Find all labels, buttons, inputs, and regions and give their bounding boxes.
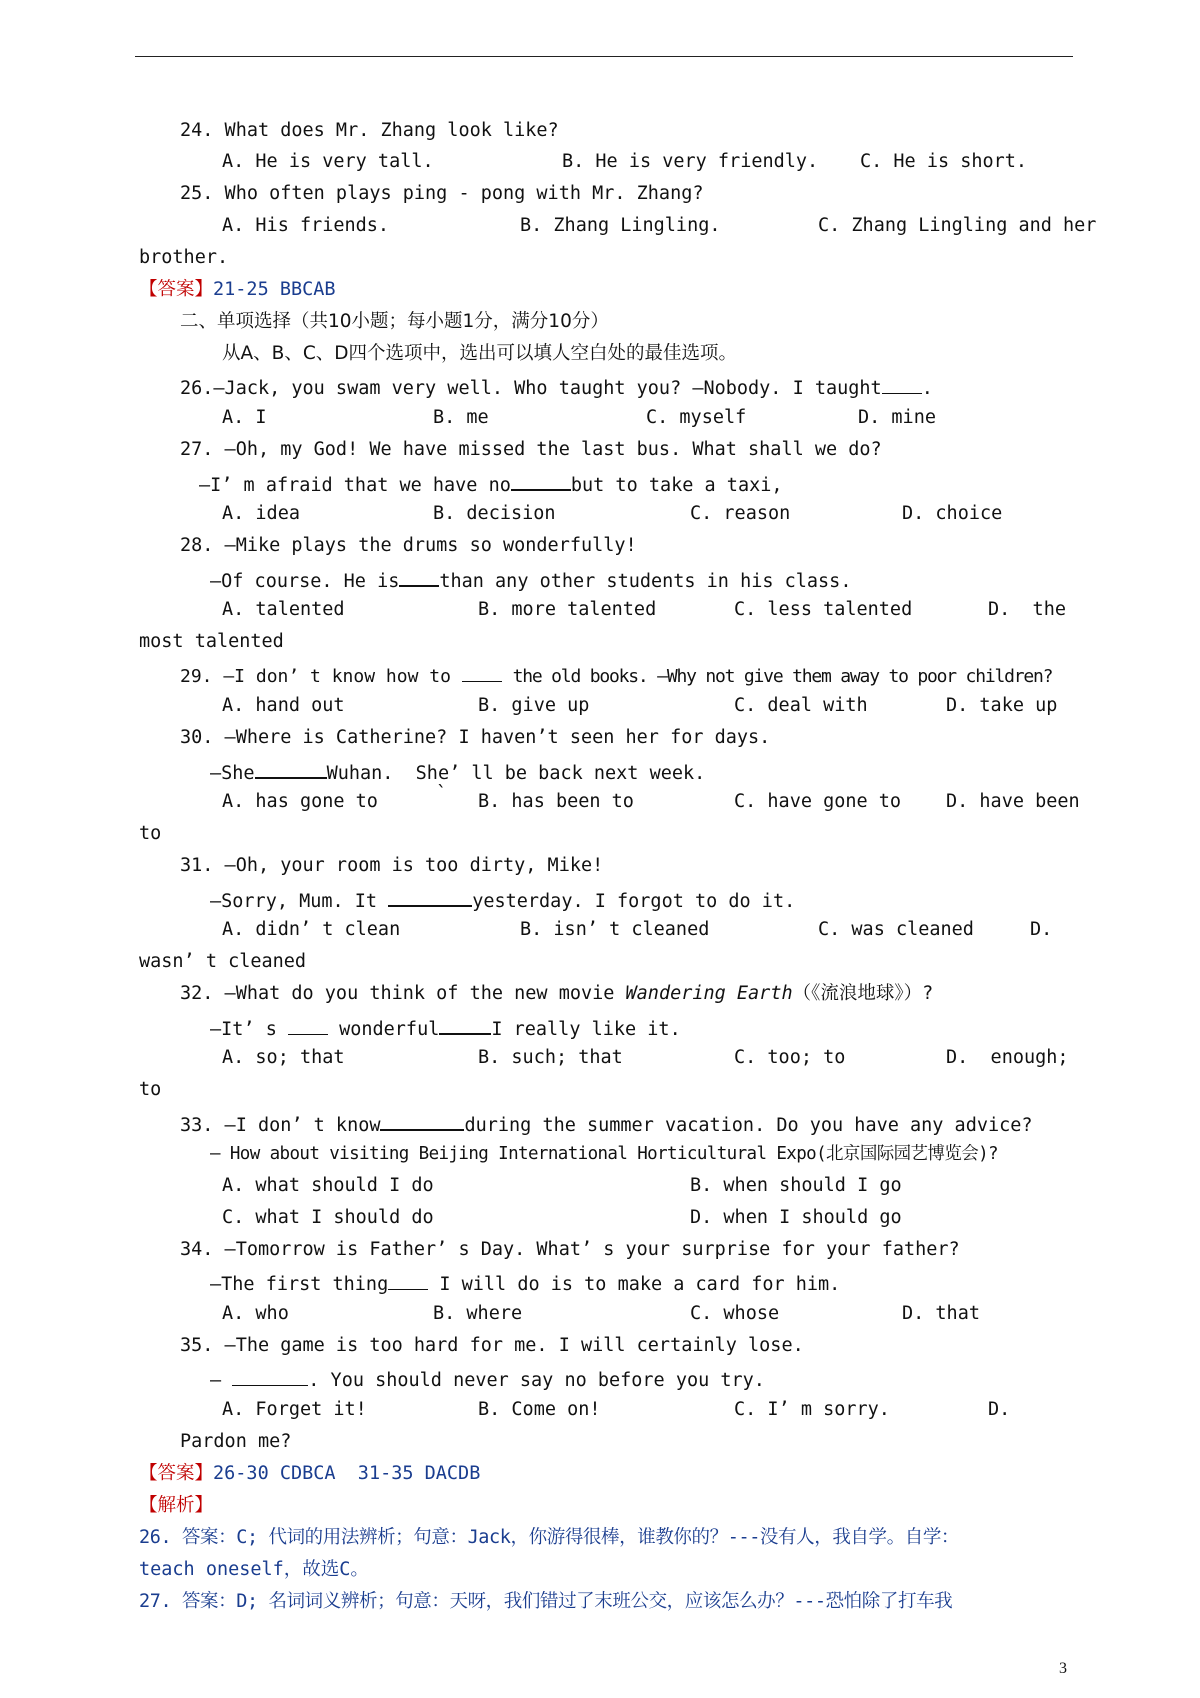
q27-option-c: C. reason bbox=[690, 503, 791, 524]
answer-26-35 bbox=[139, 1463, 480, 1485]
q25-option-c-continued: brother. bbox=[139, 247, 229, 268]
q28-blank bbox=[399, 567, 439, 587]
q26-option-d: D. mine bbox=[858, 407, 936, 428]
q24-option-a: A. He is very tall. bbox=[222, 151, 434, 172]
q34-option-b: B. where bbox=[433, 1303, 523, 1324]
q33-line2: — How about visiting Beijing International Horticultural Expo(北京国际园艺博览会)? bbox=[210, 1144, 998, 1164]
q26-blank bbox=[882, 375, 922, 394]
exp26-line2: teach oneself，故选C。 bbox=[139, 1559, 369, 1580]
q35-option-a: A. Forget it! bbox=[222, 1399, 367, 1420]
q26-stem: 26.—Jack, you swam very well. Who taught you? —Nobody. I taught . bbox=[180, 375, 933, 400]
q32-option-d-continued: to bbox=[139, 1079, 162, 1100]
exp26-line1: 26. 答案：C; 代词的用法辨析；句意：Jack，你游得很棒，谁教你的？---没有人，我自学。自学： bbox=[139, 1527, 960, 1548]
q33-blank bbox=[380, 1111, 464, 1131]
q32-option-d: D. enough; bbox=[946, 1047, 1069, 1068]
q34-option-a: A. who bbox=[222, 1303, 289, 1324]
q30-stem: 30. —Where is Catherine? I haven’t seen her for days. bbox=[180, 727, 771, 748]
q30-line2: —She Wuhan. She’ ll be back next week. bbox=[210, 759, 705, 785]
q29-option-d: D. take up bbox=[946, 695, 1058, 716]
q30-option-c: C. have gone to bbox=[734, 791, 902, 812]
q31-option-b: B. isn’ t cleaned bbox=[520, 919, 710, 940]
q27-option-b: B. decision bbox=[433, 503, 556, 524]
q28-option-b: B. more talented bbox=[478, 599, 657, 620]
q30-option-d: D. have been bbox=[946, 791, 1080, 812]
q35-option-b: B. Come on! bbox=[478, 1399, 601, 1420]
q28-option-d: D. the bbox=[988, 599, 1066, 620]
q33-option-a: A. what should I do bbox=[222, 1175, 434, 1196]
q29-blank bbox=[462, 663, 502, 682]
q34-stem: 34. —Tomorrow is Father’ s Day. What’ s your surprise for your father? bbox=[180, 1239, 960, 1260]
q28-option-d-continued: most talented bbox=[139, 631, 284, 652]
exp27-line1: 27. 答案：D; 名词词义辨析；句意：天呀，我们错过了末班公交，应该怎么办？---恐怕除了打车我 bbox=[139, 1591, 953, 1612]
q32-blank-1 bbox=[288, 1016, 328, 1035]
answer-text: 21-25 BBCAB bbox=[213, 279, 336, 300]
q35-blank bbox=[232, 1367, 308, 1386]
q25-stem: 25. Who often plays ping - pong with Mr. Zhang? bbox=[180, 183, 704, 204]
answer-label: 【答案】 bbox=[139, 279, 214, 300]
q34-line2: —The first thing I will do is to make a card for him. bbox=[210, 1271, 840, 1296]
q25-option-b: B. Zhang Lingling. bbox=[520, 215, 721, 236]
q35-option-c: C. I’ m sorry. bbox=[734, 1399, 890, 1420]
q30-blank bbox=[255, 759, 327, 779]
q30-option-d-continued: to bbox=[139, 823, 162, 844]
q32-blank-2 bbox=[439, 1015, 491, 1035]
q27-line2: —I’ m afraid that we have no but to take a taxi, bbox=[199, 471, 783, 497]
q35-stem: 35. —The game is too hard for me. I will certainly lose. bbox=[180, 1335, 804, 1356]
q32-line2: —It’ s wonderful I really like it. bbox=[210, 1015, 681, 1041]
q29-option-c: C. deal with bbox=[734, 695, 868, 716]
q31-option-d-continued: wasn’ t cleaned bbox=[139, 951, 307, 972]
q31-option-d: D. bbox=[1030, 919, 1053, 940]
answer-21-25 bbox=[139, 279, 336, 301]
q25-option-a: A. His friends. bbox=[222, 215, 390, 236]
q29-stem: 29. —I don’ t know how to the old books. —Why not give them away to poor children? bbox=[180, 663, 1052, 688]
answer-label: 【答案】 bbox=[139, 1463, 214, 1484]
q31-line2: —Sorry, Mum. It yesterday. I forgot to do it. bbox=[210, 887, 795, 913]
answer-text: 26-30 CDBCA 31-35 DACDB bbox=[213, 1463, 481, 1484]
section-instruction: 从A、B、C、D四个选项中，选出可以填人空白处的最佳选项。 bbox=[222, 343, 738, 364]
q33-option-b: B. when should I go bbox=[690, 1175, 902, 1196]
q24-stem: 24. What does Mr. Zhang look like? bbox=[180, 120, 559, 141]
page-number: 3 bbox=[1059, 1660, 1067, 1677]
q32-stem: 32. —What do you think of the new movie Wandering Earth（《流浪地球》）? bbox=[180, 983, 934, 1004]
section-title: 二、单项选择（共10小题；每小题1分，满分10分） bbox=[180, 311, 609, 332]
q31-blank bbox=[388, 887, 472, 907]
q32-option-b: B. such; that bbox=[478, 1047, 623, 1068]
q32-option-a: A. so; that bbox=[222, 1047, 345, 1068]
q34-blank bbox=[388, 1271, 428, 1290]
q31-option-a: A. didn’ t clean bbox=[222, 919, 401, 940]
q27-option-a: A. idea bbox=[222, 503, 300, 524]
q24-option-b: B. He is very friendly. bbox=[562, 151, 819, 172]
q35-line2: — . You should never say no before you try. bbox=[210, 1367, 765, 1392]
q26-option-c: C. myself bbox=[646, 407, 747, 428]
q25-option-c: C. Zhang Lingling and her bbox=[818, 215, 1097, 236]
q35-option-d: D. bbox=[988, 1399, 1011, 1420]
q29-option-b: B. give up bbox=[478, 695, 590, 716]
q33-option-d: D. when I should go bbox=[690, 1207, 902, 1228]
header-rule bbox=[135, 56, 1073, 57]
q34-option-d: D. that bbox=[902, 1303, 980, 1324]
q30-option-b: B. has been to bbox=[478, 791, 634, 812]
q26-option-b: B. me bbox=[433, 407, 489, 428]
q29-option-a: A. hand out bbox=[222, 695, 345, 716]
movie-title: Wandering Earth bbox=[625, 983, 793, 1004]
q26-option-a: A. I bbox=[222, 407, 267, 428]
q34-option-c: C. whose bbox=[690, 1303, 780, 1324]
q35-option-d-continued: Pardon me? bbox=[180, 1431, 292, 1452]
q28-stem: 28. —Mike plays the drums so wonderfully! bbox=[180, 535, 637, 556]
analysis-label: 【解析】 bbox=[139, 1495, 214, 1516]
q31-option-c: C. was cleaned bbox=[818, 919, 974, 940]
q27-blank bbox=[511, 471, 571, 491]
q24-option-c: C. He is short. bbox=[860, 151, 1028, 172]
q33-stem: 33. —I don’ t know during the summer vacation. Do you have any advice? bbox=[180, 1111, 1033, 1137]
q30-option-a: A. has gone to bbox=[222, 791, 378, 812]
q28-option-a: A. talented bbox=[222, 599, 345, 620]
q32-option-c: C. too; to bbox=[734, 1047, 846, 1068]
q30-stray-mark: ` bbox=[436, 783, 448, 804]
q27-stem: 27. —Oh, my God! We have missed the last bus. What shall we do? bbox=[180, 439, 882, 460]
q33-option-c: C. what I should do bbox=[222, 1207, 434, 1228]
q28-line2: —Of course. He is than any other students in his class. bbox=[210, 567, 851, 593]
q28-option-c: C. less talented bbox=[734, 599, 913, 620]
q31-stem: 31. —Oh, your room is too dirty, Mike! bbox=[180, 855, 604, 876]
q27-option-d: D. choice bbox=[902, 503, 1003, 524]
